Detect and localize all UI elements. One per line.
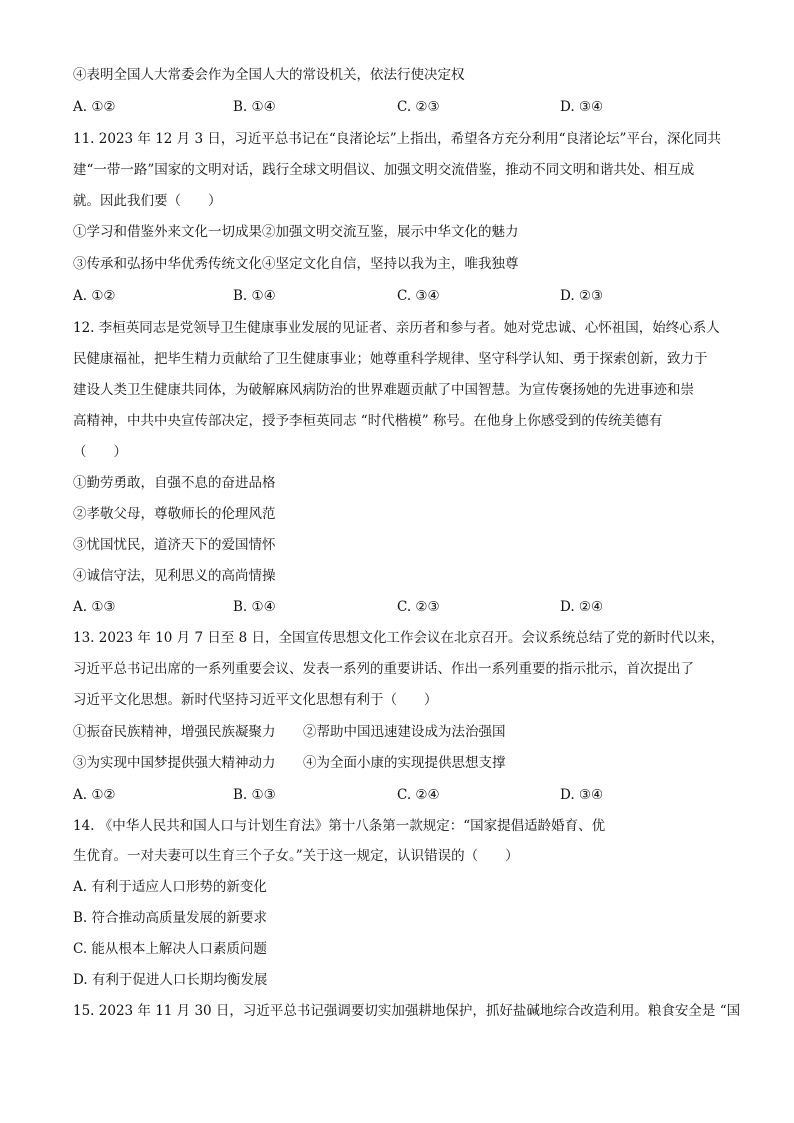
q10-option-a[interactable]: A. ①② — [73, 99, 116, 115]
q14-option-c[interactable]: C. 能从根本上解决人口素质问题 — [73, 941, 267, 957]
q11-option-b[interactable]: B. ①④ — [233, 288, 276, 304]
q12-statement-3: ③忧国忧民，道济天下的爱国情怀 — [73, 537, 276, 553]
q11-option-a[interactable]: A. ①② — [73, 288, 116, 304]
q10-option-d[interactable]: D. ③④ — [560, 99, 604, 115]
q12-statement-2: ②孝敬父母，尊敬师长的伦理风范 — [73, 506, 276, 522]
q12-option-b[interactable]: B. ①④ — [233, 599, 276, 615]
q13-stem-line-3: 习近平文化思想。新时代坚持习近平文化思想有利于（ ） — [73, 692, 438, 708]
q14-option-a[interactable]: A. 有利于适应人口形势的新变化 — [73, 879, 267, 895]
q12-option-a[interactable]: A. ①③ — [73, 599, 116, 615]
q13-statement-1: ①振奋民族精神，增强民族凝聚力 — [73, 724, 276, 740]
q11-stem-line-3: 就。因此我们要（ ） — [73, 193, 222, 209]
q12-statement-1: ①勤劳勇敢，自强不息的奋进品格 — [73, 475, 276, 491]
q12-stem-line-1: 12. 李桓英同志是党领导卫生健康事业发展的见证者、亲历者和参与者。她对党忠诚、心怀祖国，始终心系人 — [73, 320, 720, 336]
q13-stem-line-2: 习近平总书记出席的一系列重要会议、发表一系列的重要讲话、作出一系列重要的指示批示，首次提出了 — [73, 661, 694, 677]
q14-stem-line-1: 14. 《中华人民共和国人口与计划生育法》第十八条第一款规定：“国家提倡适龄婚育、优 — [73, 818, 606, 834]
q11-stem-line-1: 11. 2023 年 12 月 3 日，习近平总书记在“良渚论坛”上指出，希望各方充分利用“良渚论坛”平台，深化同共 — [73, 131, 721, 147]
q14-option-d[interactable]: D. 有利于促进人口长期均衡发展 — [73, 972, 268, 988]
q13-statement-row-2 — [73, 753, 734, 773]
q14-option-b[interactable]: B. 符合推动高质量发展的新要求 — [73, 910, 268, 926]
q12-option-d[interactable]: D. ②④ — [560, 599, 604, 615]
q11-option-d[interactable]: D. ②③ — [560, 288, 604, 304]
q13-option-b[interactable]: B. ①③ — [233, 787, 276, 803]
q15-stem-line-1: 15. 2023 年 11 月 30 日，习近平总书记强调要切实加强耕地保护，抓好盐碱地综合改造利用。粮食安全是 “国 — [73, 1003, 741, 1019]
q14-stem-line-2: 生优育。一对夫妻可以生育三个子女。”关于这一规定，认识错误的（ ） — [73, 848, 519, 864]
q10-option-b[interactable]: B. ①④ — [233, 99, 276, 115]
q12-stem-line-5: （ ） — [73, 444, 127, 460]
q10-option-c[interactable]: C. ②③ — [397, 99, 440, 115]
q13-statement-3: ③为实现中国梦提供强大精神动力 — [73, 755, 276, 771]
q12-stem-line-2: 民健康福祉，把毕生精力贡献给了卫生健康事业；她尊重科学规律、坚守科学认知、勇于探索创新，致力于 — [73, 351, 708, 367]
q12-option-c[interactable]: C. ②③ — [397, 599, 440, 615]
q11-statement-line-1: ①学习和借鉴外来文化一切成果②加强文明交流互鉴，展示中华文化的魅力 — [73, 224, 519, 240]
q13-statement-2: ②帮助中国迅速建设成为法治强国 — [303, 724, 506, 740]
q12-stem-line-4: 高精神，中共中央宣传部决定，授予李桓英同志 “时代楷模” 称号。在他身上你感受到的传统美德有 — [73, 413, 663, 429]
q13-statement-4: ④为全面小康的实现提供思想支撑 — [303, 755, 506, 771]
q13-statement-row-1 — [73, 722, 734, 742]
q11-option-c[interactable]: C. ③④ — [397, 288, 440, 304]
q10-statement-4: ④表明全国人大常委会作为全国人大的常设机关，依法行使决定权 — [73, 67, 465, 83]
q13-stem-line-1: 13. 2023 年 10 月 7 日至 8 日，全国宣传思想文化工作会议在北京召开。会议系统总结了党的新时代以来， — [73, 630, 725, 646]
q13-option-c[interactable]: C. ②④ — [397, 787, 440, 803]
q11-statement-line-2: ③传承和弘扬中华优秀传统文化④坚定文化自信，坚持以我为主，唯我独尊 — [73, 256, 519, 272]
q13-option-a[interactable]: A. ①② — [73, 787, 116, 803]
q13-option-d[interactable]: D. ③④ — [560, 787, 604, 803]
q12-statement-4: ④诚信守法，见利思义的高尚情操 — [73, 568, 276, 584]
q12-stem-line-3: 建设人类卫生健康共同体，为破解麻风病防治的世界难题贡献了中国智慧。为宣传褒扬她的先进事迹和崇 — [73, 382, 694, 398]
q11-stem-line-2: 建“一带一路”国家的文明对话，践行全球文明倡议、加强文明交流借鉴，推动不同文明和谐共处、相互成 — [73, 162, 695, 178]
